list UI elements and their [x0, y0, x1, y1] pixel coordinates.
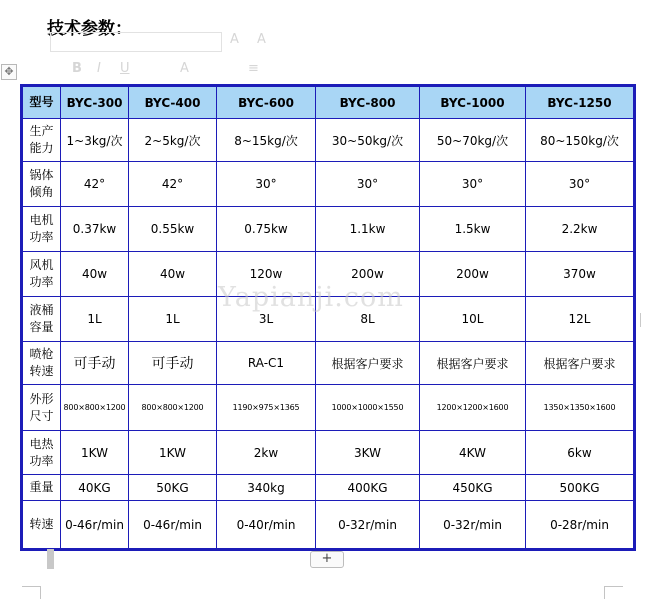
model-cell[interactable]: BYC-600	[217, 87, 316, 119]
value-cell[interactable]: 10L	[420, 297, 526, 342]
value-cell[interactable]: 800×800×1200	[129, 385, 217, 431]
value-cell[interactable]: 370w	[526, 252, 634, 297]
table-row	[23, 207, 634, 252]
table-header-row	[23, 87, 634, 119]
value-cell[interactable]: 8L	[316, 297, 420, 342]
value-cell[interactable]: 40w	[129, 252, 217, 297]
value-cell[interactable]: 2.2kw	[526, 207, 634, 252]
value-cell[interactable]: 0-46r/min	[61, 501, 129, 549]
value-cell[interactable]: 0-32r/min	[420, 501, 526, 549]
ghost-align-icon: ≡	[248, 61, 259, 76]
value-cell[interactable]: 2kw	[217, 431, 316, 475]
table-row	[23, 162, 634, 207]
value-cell[interactable]: 8~15kg/次	[217, 119, 316, 162]
value-cell[interactable]: 1200×1200×1600	[420, 385, 526, 431]
page-corner-mark	[22, 586, 41, 599]
value-cell[interactable]: 50~70kg/次	[420, 119, 526, 162]
value-cell[interactable]: 可手动	[61, 342, 129, 385]
table-row	[23, 119, 634, 162]
value-cell[interactable]: 30°	[420, 162, 526, 207]
value-cell[interactable]: 1350×1350×1600	[526, 385, 634, 431]
ghost-font-grow-icon: A	[230, 32, 239, 47]
value-cell[interactable]: 400KG	[316, 475, 420, 501]
value-cell[interactable]: 0-32r/min	[316, 501, 420, 549]
value-cell[interactable]: 0-40r/min	[217, 501, 316, 549]
model-cell[interactable]: BYC-800	[316, 87, 420, 119]
value-cell[interactable]: 0.75kw	[217, 207, 316, 252]
header-label-cell[interactable]: 型号	[23, 87, 61, 119]
table-row	[23, 297, 634, 342]
value-cell[interactable]: 50KG	[129, 475, 217, 501]
value-cell[interactable]: 0.55kw	[129, 207, 217, 252]
row-label-cell[interactable]: 转速	[23, 501, 61, 549]
value-cell[interactable]: 80~150kg/次	[526, 119, 634, 162]
page-edge-marker	[640, 313, 650, 327]
value-cell[interactable]: 1.5kw	[420, 207, 526, 252]
value-cell[interactable]: 1L	[61, 297, 129, 342]
ghost-underline-icon: U	[120, 61, 130, 76]
value-cell[interactable]: 12L	[526, 297, 634, 342]
value-cell[interactable]: 500KG	[526, 475, 634, 501]
value-cell[interactable]: 450KG	[420, 475, 526, 501]
row-label-cell[interactable]: 锅体倾角	[23, 162, 61, 207]
value-cell[interactable]: 1L	[129, 297, 217, 342]
value-cell[interactable]: 根据客户要求	[420, 342, 526, 385]
value-cell[interactable]: 40w	[61, 252, 129, 297]
value-cell[interactable]: 42°	[129, 162, 217, 207]
value-cell[interactable]: 2~5kg/次	[129, 119, 217, 162]
value-cell[interactable]: 3KW	[316, 431, 420, 475]
page-title: 技术参数：	[47, 19, 132, 39]
page-corner-mark	[604, 586, 623, 599]
value-cell[interactable]: 40KG	[61, 475, 129, 501]
value-cell[interactable]: 1000×1000×1550	[316, 385, 420, 431]
value-cell[interactable]: 30°	[217, 162, 316, 207]
row-label-cell[interactable]: 电机功率	[23, 207, 61, 252]
ghost-font-shrink-icon: A	[257, 32, 266, 47]
row-label-cell[interactable]: 外形尺寸	[23, 385, 61, 431]
value-cell[interactable]: 1~3kg/次	[61, 119, 129, 162]
value-cell[interactable]: 200w	[420, 252, 526, 297]
value-cell[interactable]: RA-C1	[217, 342, 316, 385]
value-cell[interactable]: 3L	[217, 297, 316, 342]
add-row-button[interactable]: +	[310, 551, 344, 568]
value-cell[interactable]: 0-28r/min	[526, 501, 634, 549]
value-cell[interactable]: 42°	[61, 162, 129, 207]
row-label-cell[interactable]: 重量	[23, 475, 61, 501]
row-label-cell[interactable]: 电热功率	[23, 431, 61, 475]
value-cell[interactable]: 0.37kw	[61, 207, 129, 252]
table-resize-handle[interactable]	[47, 549, 54, 569]
value-cell[interactable]: 可手动	[129, 342, 217, 385]
value-cell[interactable]: 4KW	[420, 431, 526, 475]
row-label-cell[interactable]: 风机功率	[23, 252, 61, 297]
row-label-cell[interactable]: 喷枪转速	[23, 342, 61, 385]
model-cell[interactable]: BYC-1000	[420, 87, 526, 119]
ghost-font-select	[50, 32, 222, 52]
table-row	[23, 475, 634, 501]
ghost-italic-icon: I	[97, 61, 101, 76]
row-label-cell[interactable]: 液桶容量	[23, 297, 61, 342]
table-move-icon[interactable]: ✥	[1, 64, 17, 80]
value-cell[interactable]: 1.1kw	[316, 207, 420, 252]
value-cell[interactable]: 800×800×1200	[61, 385, 129, 431]
ghost-bold-icon: B	[72, 61, 82, 76]
table-row	[23, 252, 634, 297]
value-cell[interactable]: 1KW	[61, 431, 129, 475]
row-label-cell[interactable]: 生产能力	[23, 119, 61, 162]
table-row	[23, 385, 634, 431]
table-row	[23, 431, 634, 475]
value-cell[interactable]: 0-46r/min	[129, 501, 217, 549]
model-cell[interactable]: BYC-1250	[526, 87, 634, 119]
value-cell[interactable]: 根据客户要求	[526, 342, 634, 385]
value-cell[interactable]: 6kw	[526, 431, 634, 475]
watermark: Yapianji.com	[218, 282, 404, 313]
ghost-format-toolbar	[0, 30, 300, 86]
value-cell[interactable]: 30°	[526, 162, 634, 207]
table-row	[23, 342, 634, 385]
value-cell[interactable]: 340kg	[217, 475, 316, 501]
value-cell[interactable]: 30~50kg/次	[316, 119, 420, 162]
value-cell[interactable]: 1KW	[129, 431, 217, 475]
table-row	[23, 501, 634, 549]
spec-table-frame	[20, 84, 636, 551]
spec-table	[22, 86, 634, 549]
ghost-font-color-icon: A	[180, 61, 189, 76]
value-cell[interactable]: 30°	[316, 162, 420, 207]
value-cell[interactable]: 200w	[316, 252, 420, 297]
value-cell[interactable]: 120w	[217, 252, 316, 297]
model-cell[interactable]: BYC-300	[61, 87, 129, 119]
value-cell[interactable]: 1190×975×1365	[217, 385, 316, 431]
model-cell[interactable]: BYC-400	[129, 87, 217, 119]
value-cell[interactable]: 根据客户要求	[316, 342, 420, 385]
